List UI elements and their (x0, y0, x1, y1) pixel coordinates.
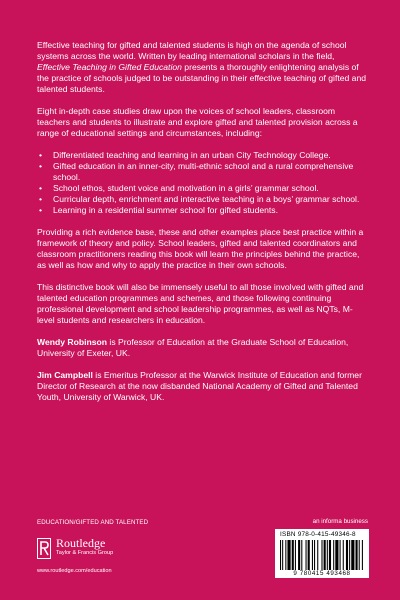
author-bio (37, 337, 369, 359)
barcode-bar (349, 540, 350, 570)
list-item: • School ethos, student voice and motivation in a girls’ grammar school. (37, 183, 369, 194)
barcode-panel (275, 529, 369, 578)
book-title: Effective Teaching in Gifted Education (37, 62, 182, 72)
barcode-bar (306, 540, 307, 570)
barcode-bar (333, 540, 334, 570)
barcode-bar (301, 540, 302, 570)
barcode-bar (317, 540, 318, 570)
routledge-r-icon (37, 538, 51, 559)
barcode-bar (359, 540, 360, 570)
barcode-bar (340, 540, 341, 570)
barcode-bar (314, 540, 315, 570)
barcode-bar (343, 540, 344, 570)
list-item: • Gifted education in an inner-city, multi-ethnic school and a rural comprehensive school. (37, 161, 369, 183)
barcode-bar (308, 540, 310, 570)
barcode-bar (335, 540, 338, 570)
barcode-bar (329, 540, 331, 570)
publisher-name: Routledge (56, 536, 106, 550)
barcode-bar (282, 540, 283, 570)
barcode-bar (285, 540, 286, 570)
evidence-paragraph: Providing a rich evidence base, these and other examples place best practice within a framework of theory and policy. School leaders, gifted and talented coordinators and classroom practitioners reading this book will learn the principles behind the practice, as well as how and why to apply the practice in their own schools. (37, 227, 364, 270)
case-studies-lead: Eight in-depth case studies draw upon the voices of school leaders, classroom teachers and students to illustrate and explore gifted and talented provision across a range of educational settings and circumstances, including: (37, 106, 358, 138)
barcode-bar (355, 540, 357, 570)
publisher-logo (37, 537, 177, 561)
barcode-bar (346, 540, 348, 570)
barcode-bar (280, 540, 281, 570)
case-study-list (37, 150, 369, 216)
subject-category: EDUCATION/GIFTED AND TALENTED (37, 519, 149, 526)
barcode-bar (312, 540, 313, 570)
list-item: • Learning in a residential summer school for gifted students. (37, 205, 369, 216)
author-bio-text: is Emeritus Professor at the Warwick Institute of Education and former Director of Research at the now disbanded National Academy of Gifted and Talented Youth, University of Warwick, UK. (37, 370, 362, 402)
publisher-website: www.routledge.com/education (37, 568, 112, 574)
back-cover-text (37, 40, 369, 414)
barcode-bar (295, 540, 296, 570)
barcode-bar (362, 540, 363, 570)
author-name: Wendy Robinson (37, 337, 108, 347)
intro-text-post: presents a thoroughly enlightening analysis of the practice of schools judged to be outstanding in their effective teaching of gifted and talented students. (37, 62, 367, 94)
barcode-digits: 9 780415 493468 (293, 570, 351, 577)
author-bio (37, 370, 369, 403)
intro-paragraph (37, 40, 369, 95)
barcode-bar (321, 540, 322, 570)
list-item: • Curricular depth, enrichment and interactive teaching in a boys’ grammar school. (37, 194, 369, 205)
author-name: Jim Campbell (37, 370, 93, 380)
isbn-label: ISBN 978-0-415-49346-8 (280, 531, 356, 538)
barcode-bar (351, 540, 354, 570)
audience-paragraph: This distinctive book will also be immensely useful to all those involved with gifted and talented education programmes and schemes, and those following continuing professional development and school leadership programmes, as well as NQTs, M-level students and researchers in education. (37, 282, 364, 325)
barcode-bars (280, 540, 364, 570)
publisher-group: Taylor & Francis Group (56, 550, 114, 556)
intro-text-pre: Effective teaching for gifted and talented students is high on the agenda of school systems across the world. Written by leading international scholars in the field, (37, 40, 347, 61)
informa-tagline: an informa business (312, 518, 368, 525)
barcode-bar (324, 540, 326, 570)
list-item: • Differentiated teaching and learning in an urban City Technology College. (37, 150, 369, 161)
barcode-bar (287, 540, 290, 570)
author-bio-text: is Professor of Education at the Graduate School of Education, University of Exeter, UK. (37, 337, 349, 358)
barcode-bar (327, 540, 328, 570)
barcode-bar (292, 540, 294, 570)
barcode-bar (298, 540, 300, 570)
